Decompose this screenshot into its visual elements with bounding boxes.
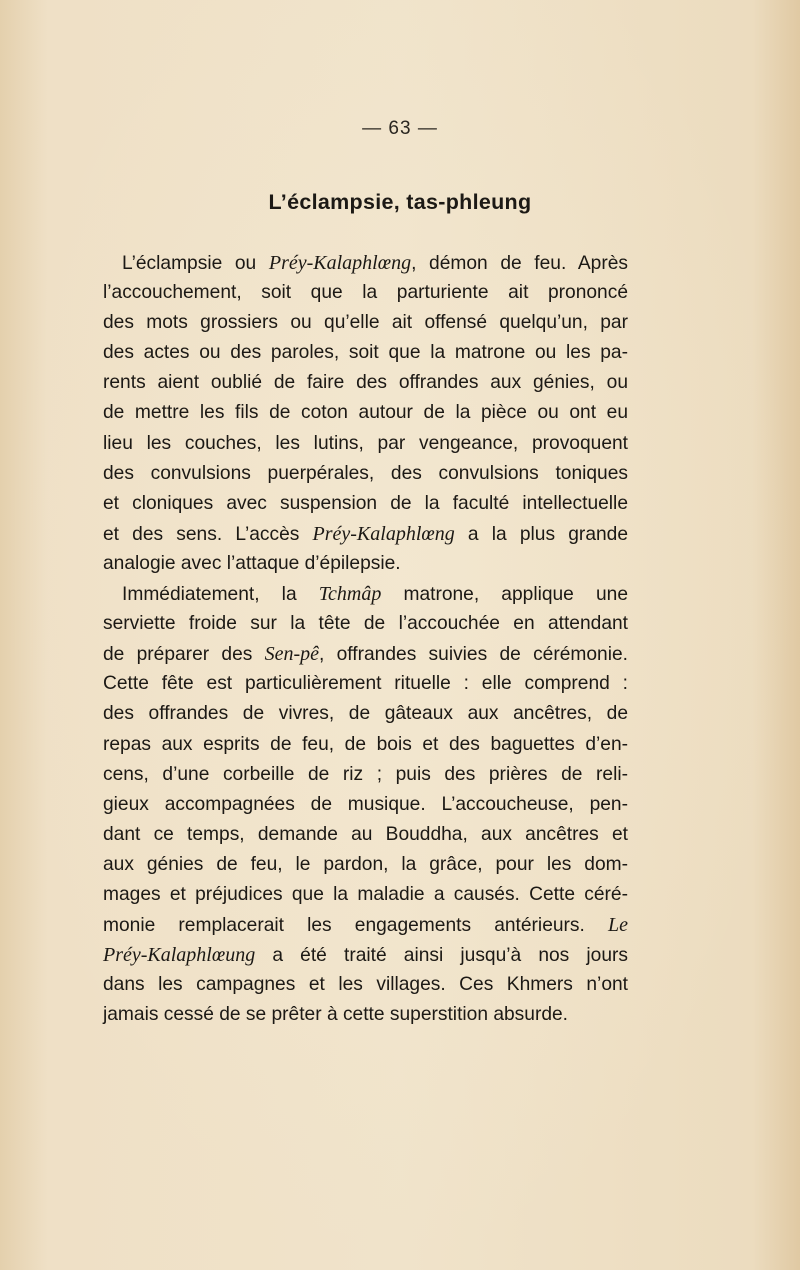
text-segment: cens, d’une corbeille de riz ; puis des prières de reli-	[103, 763, 628, 785]
text-line	[103, 519, 628, 549]
text-segment: rents aient oublié de faire des offrandes aux génies, ou	[103, 372, 628, 394]
text-line	[103, 639, 628, 669]
text-line	[103, 669, 628, 699]
text-segment: Cette fête est particulièrement rituelle : elle comprend :	[103, 673, 628, 695]
text-line	[103, 248, 628, 278]
text-segment: serviette froide sur la tête de l’accouchée en attendant	[103, 613, 628, 635]
text-segment: repas aux esprits de feu, de bois et des baguettes d’en-	[103, 733, 628, 755]
text-segment: et des sens. L’accès	[103, 523, 313, 545]
text-segment: des actes ou des paroles, soit que la matrone ou les pa-	[103, 342, 628, 364]
text-segment: des convulsions puerpérales, des convulsions toniques	[103, 462, 628, 484]
text-line	[103, 820, 628, 850]
text-line	[103, 850, 628, 880]
text-line	[103, 609, 628, 639]
text-segment: l’accouchement, soit que la parturiente ait prononcé	[103, 282, 628, 304]
text-line	[103, 970, 628, 1000]
text-line	[103, 429, 628, 459]
text-line	[103, 1000, 628, 1030]
text-segment: dans les campagnes et les villages. Ces Khmers n’ont	[103, 974, 628, 996]
text-segment: aux génies de feu, le pardon, la grâce, pour les dom-	[103, 853, 628, 875]
text-segment: mages et préjudices que la maladie a causés. Cette céré-	[103, 883, 628, 905]
paragraph	[103, 579, 628, 1030]
text-segment: analogie avec l’attaque d’épilepsie.	[103, 552, 401, 574]
text-segment: Immédiatement, la	[122, 584, 319, 606]
text-line	[103, 308, 628, 338]
text-line	[103, 489, 628, 519]
text-segment: dant ce temps, demande au Bouddha, aux ancêtres et	[103, 823, 628, 845]
section-title: L’éclampsie, tas-phleung	[268, 190, 532, 214]
text-segment: jamais cessé de se prêter à cette superstition absurde.	[103, 1004, 569, 1026]
text-line	[103, 579, 628, 609]
italic-term: Préy-Kalaphlœung	[103, 944, 256, 967]
text-segment: gieux accompagnées de musique. L’accoucheuse, pen-	[103, 793, 628, 815]
text-line	[103, 549, 628, 579]
italic-term: Sen-pê	[264, 643, 320, 666]
text-segment: a la plus grande	[454, 523, 628, 545]
italic-term: Préy-Kalaphlœng	[268, 252, 412, 274]
text-segment: , offrandes suivies de cérémonie.	[319, 644, 628, 666]
text-line	[103, 910, 628, 940]
text-line	[103, 699, 628, 729]
text-line	[103, 940, 628, 970]
paragraph	[103, 248, 628, 579]
italic-term: Le	[608, 914, 628, 937]
text-line	[103, 398, 628, 428]
text-line	[103, 790, 628, 820]
text-line	[103, 880, 628, 910]
text-line	[103, 459, 628, 489]
text-segment: et cloniques avec suspension de la faculté intellectuelle	[103, 492, 628, 514]
text-segment: matrone, applique une	[381, 584, 628, 606]
text-line	[103, 338, 628, 368]
text-line	[103, 760, 628, 790]
page-number: — 63 —	[362, 118, 438, 139]
text-segment: de préparer des	[103, 644, 265, 666]
body-text	[103, 248, 628, 1030]
text-segment: des offrandes de vivres, de gâteaux aux ancêtres, de	[103, 703, 628, 725]
text-line	[103, 730, 628, 760]
text-segment: monie remplacerait les engagements antérieurs.	[103, 915, 608, 937]
text-line	[103, 278, 628, 308]
text-segment: , démon de feu. Après	[411, 253, 628, 274]
text-segment: L’éclampsie ou	[122, 253, 269, 274]
text-segment: lieu les couches, les lutins, par vengeance, provoquent	[103, 432, 628, 454]
text-segment: a été traité ainsi jusqu’à nos jours	[255, 945, 628, 967]
text-segment: des mots grossiers ou qu’elle ait offensé quelqu’un, par	[103, 312, 628, 334]
italic-term: Tchmâp	[318, 583, 382, 606]
italic-term: Préy-Kalaphlœng	[312, 522, 455, 545]
text-line	[103, 368, 628, 398]
text-segment: de mettre les fils de coton autour de la pièce ou ont eu	[103, 402, 628, 424]
